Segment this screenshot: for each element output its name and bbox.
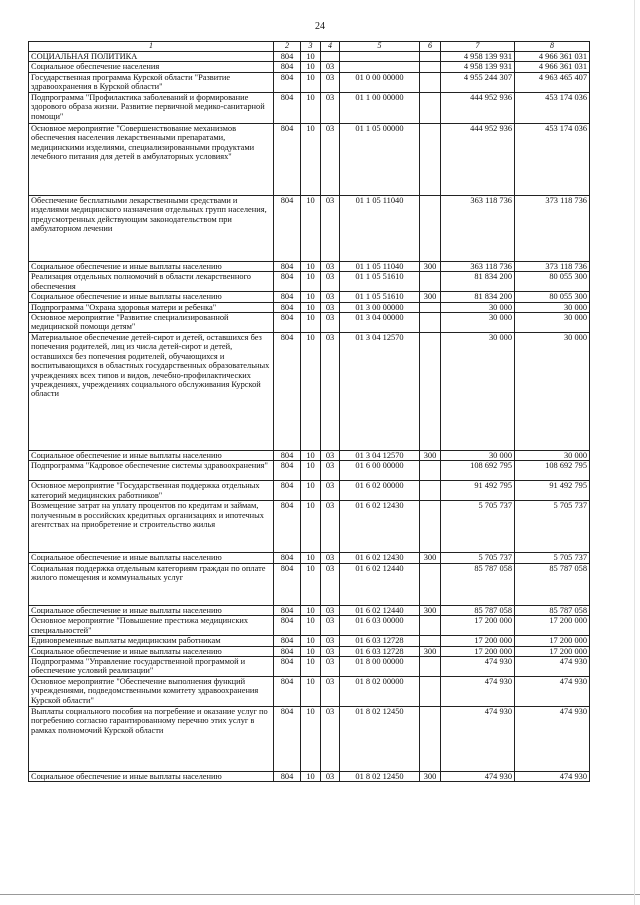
cell-csr: 01 6 02 12430 — [340, 553, 420, 563]
cell-rz: 10 — [301, 62, 321, 72]
cell-vr — [420, 123, 441, 195]
cell-adm: 804 — [274, 707, 301, 772]
cell-y1: 4 958 139 931 — [441, 51, 515, 61]
cell-pr: 03 — [321, 261, 340, 271]
cell-y1: 91 492 795 — [441, 481, 515, 501]
cell-pr: 03 — [321, 62, 340, 72]
table-row — [29, 553, 590, 563]
cell-name: Основное мероприятие "Развитие специализированной медицинской помощи детям" — [29, 312, 274, 332]
cell-vr — [420, 636, 441, 646]
cell-csr: 01 1 05 00000 — [340, 123, 420, 195]
cell-adm: 804 — [274, 605, 301, 615]
table-row — [29, 461, 590, 481]
cell-name: Социальная поддержка отдельным категориям граждан по оплате жилого помещения и коммунальных услуг — [29, 563, 274, 605]
cell-name: Возмещение затрат на уплату процентов по кредитам и займам, полученным в российских кредитных организациях и ипотечных агентствах на приобретение и строительство жилья — [29, 501, 274, 553]
cell-name: Социальное обеспечение и иные выплаты населению — [29, 646, 274, 656]
cell-y1: 474 930 — [441, 657, 515, 677]
cell-pr: 03 — [321, 677, 340, 707]
cell-rz: 10 — [301, 72, 321, 92]
cell-adm: 804 — [274, 92, 301, 123]
cell-y2: 30 000 — [515, 332, 590, 450]
cell-pr: 03 — [321, 563, 340, 605]
table-row — [29, 292, 590, 302]
cell-name: Социальное обеспечение населения — [29, 62, 274, 72]
table-row — [29, 272, 590, 292]
table-body — [29, 51, 590, 781]
header-cell: 3 — [301, 42, 321, 52]
cell-y2: 17 200 000 — [515, 646, 590, 656]
cell-y2: 453 174 036 — [515, 92, 590, 123]
cell-y2: 17 200 000 — [515, 636, 590, 646]
cell-adm: 804 — [274, 312, 301, 332]
cell-y1: 85 787 058 — [441, 563, 515, 605]
cell-name: СОЦИАЛЬНАЯ ПОЛИТИКА — [29, 51, 274, 61]
cell-y2: 474 930 — [515, 772, 590, 782]
cell-y2: 108 692 795 — [515, 461, 590, 481]
cell-rz: 10 — [301, 195, 321, 261]
cell-vr — [420, 461, 441, 481]
cell-pr: 03 — [321, 553, 340, 563]
cell-csr: 01 8 00 00000 — [340, 657, 420, 677]
cell-pr: 03 — [321, 92, 340, 123]
cell-y2: 5 705 737 — [515, 501, 590, 553]
cell-csr: 01 3 04 12570 — [340, 332, 420, 450]
cell-vr: 300 — [420, 292, 441, 302]
cell-rz: 10 — [301, 657, 321, 677]
cell-name: Реализация отдельных полномочий в области лекарственного обеспечения — [29, 272, 274, 292]
cell-adm: 804 — [274, 51, 301, 61]
cell-adm: 804 — [274, 553, 301, 563]
table-row — [29, 332, 590, 450]
cell-pr: 03 — [321, 461, 340, 481]
cell-rz: 10 — [301, 646, 321, 656]
cell-name: Социальное обеспечение и иные выплаты населению — [29, 292, 274, 302]
cell-csr: 01 8 02 12450 — [340, 707, 420, 772]
cell-pr: 03 — [321, 272, 340, 292]
cell-rz: 10 — [301, 332, 321, 450]
cell-y1: 81 834 200 — [441, 292, 515, 302]
cell-y2: 4 966 361 031 — [515, 62, 590, 72]
table-row — [29, 481, 590, 501]
cell-adm: 804 — [274, 657, 301, 677]
cell-y1: 5 705 737 — [441, 501, 515, 553]
cell-csr: 01 1 05 51610 — [340, 272, 420, 292]
cell-adm: 804 — [274, 772, 301, 782]
cell-adm: 804 — [274, 646, 301, 656]
cell-name: Обеспечение бесплатными лекарственными средствами и изделиями медицинского назначения отдельных групп населения, предусмотренных действующим законодательством при амбулаторном лечении — [29, 195, 274, 261]
cell-rz: 10 — [301, 450, 321, 460]
cell-vr — [420, 302, 441, 312]
cell-y2: 4 966 361 031 — [515, 51, 590, 61]
cell-pr: 03 — [321, 302, 340, 312]
cell-y2: 17 200 000 — [515, 616, 590, 636]
cell-name: Основное мероприятие "Повышение престижа медицинских специальностей" — [29, 616, 274, 636]
cell-vr — [420, 51, 441, 61]
cell-adm: 804 — [274, 501, 301, 553]
cell-y2: 85 787 058 — [515, 605, 590, 615]
table-row — [29, 707, 590, 772]
cell-name: Подпрограмма "Кадровое обеспечение системы здравоохранения" — [29, 461, 274, 481]
cell-pr: 03 — [321, 72, 340, 92]
cell-vr — [420, 501, 441, 553]
cell-csr: 01 6 02 12440 — [340, 605, 420, 615]
cell-pr: 03 — [321, 605, 340, 615]
cell-vr — [420, 332, 441, 450]
cell-pr: 03 — [321, 657, 340, 677]
cell-name: Подпрограмма "Профилактика заболеваний и формирование здорового образа жизни. Развитие первичной медико-санитарной помощи" — [29, 92, 274, 123]
cell-rz: 10 — [301, 707, 321, 772]
cell-name: Выплаты социального пособия на погребение и оказание услуг по погребению согласно гарантированному перечню этих услуг в рамках полномочий Курской области — [29, 707, 274, 772]
cell-name: Подпрограмма "Охрана здоровья матери и ребенка" — [29, 302, 274, 312]
cell-pr: 03 — [321, 772, 340, 782]
cell-rz: 10 — [301, 553, 321, 563]
cell-vr — [420, 481, 441, 501]
header-cell: 6 — [420, 42, 441, 52]
cell-y2: 5 705 737 — [515, 553, 590, 563]
cell-name: Подпрограмма "Управление государственной программой и обеспечение условий реализации" — [29, 657, 274, 677]
cell-adm: 804 — [274, 195, 301, 261]
cell-vr: 300 — [420, 450, 441, 460]
cell-y1: 363 118 736 — [441, 261, 515, 271]
cell-y2: 30 000 — [515, 302, 590, 312]
header-cell: 4 — [321, 42, 340, 52]
cell-adm: 804 — [274, 332, 301, 450]
cell-csr: 01 6 02 00000 — [340, 481, 420, 501]
cell-adm: 804 — [274, 62, 301, 72]
header-cell: 1 — [29, 42, 274, 52]
cell-rz: 10 — [301, 261, 321, 271]
cell-adm: 804 — [274, 481, 301, 501]
cell-y1: 30 000 — [441, 302, 515, 312]
cell-y2: 373 118 736 — [515, 195, 590, 261]
cell-rz: 10 — [301, 312, 321, 332]
table-row — [29, 501, 590, 553]
cell-name: Основное мероприятие "Государственная поддержка отдельных категорий медицинских работников" — [29, 481, 274, 501]
table-row — [29, 677, 590, 707]
cell-vr — [420, 657, 441, 677]
cell-csr: 01 1 00 00000 — [340, 92, 420, 123]
cell-pr: 03 — [321, 195, 340, 261]
cell-vr — [420, 677, 441, 707]
cell-y1: 17 200 000 — [441, 636, 515, 646]
cell-adm: 804 — [274, 636, 301, 646]
cell-name: Основное мероприятие "Обеспечение выполнения функций учреждениями, подведомственными комитету здравоохранения Курской области" — [29, 677, 274, 707]
budget-table — [28, 41, 590, 782]
cell-y1: 85 787 058 — [441, 605, 515, 615]
cell-pr: 03 — [321, 646, 340, 656]
cell-csr — [340, 62, 420, 72]
table-row — [29, 646, 590, 656]
cell-y1: 30 000 — [441, 312, 515, 332]
table-row — [29, 636, 590, 646]
cell-pr: 03 — [321, 616, 340, 636]
table-row — [29, 51, 590, 61]
cell-y1: 30 000 — [441, 450, 515, 460]
cell-y2: 30 000 — [515, 450, 590, 460]
cell-y2: 80 055 300 — [515, 292, 590, 302]
cell-y1: 108 692 795 — [441, 461, 515, 481]
table-row — [29, 123, 590, 195]
cell-csr: 01 8 02 00000 — [340, 677, 420, 707]
table-row — [29, 72, 590, 92]
header-cell: 8 — [515, 42, 590, 52]
cell-rz: 10 — [301, 605, 321, 615]
cell-pr: 03 — [321, 450, 340, 460]
table-row — [29, 772, 590, 782]
table-row — [29, 450, 590, 460]
cell-csr: 01 1 05 51610 — [340, 292, 420, 302]
cell-y1: 474 930 — [441, 707, 515, 772]
cell-rz: 10 — [301, 636, 321, 646]
cell-pr: 03 — [321, 501, 340, 553]
cell-y2: 373 118 736 — [515, 261, 590, 271]
cell-csr — [340, 51, 420, 61]
cell-vr — [420, 616, 441, 636]
cell-name: Социальное обеспечение и иные выплаты населению — [29, 450, 274, 460]
table-row — [29, 92, 590, 123]
cell-rz: 10 — [301, 677, 321, 707]
cell-pr: 03 — [321, 123, 340, 195]
cell-adm: 804 — [274, 272, 301, 292]
cell-csr: 01 3 00 00000 — [340, 302, 420, 312]
cell-pr — [321, 51, 340, 61]
cell-vr — [420, 92, 441, 123]
cell-rz: 10 — [301, 123, 321, 195]
cell-y1: 5 705 737 — [441, 553, 515, 563]
cell-adm: 804 — [274, 261, 301, 271]
cell-rz: 10 — [301, 461, 321, 481]
cell-y1: 474 930 — [441, 772, 515, 782]
cell-adm: 804 — [274, 72, 301, 92]
header-cell: 7 — [441, 42, 515, 52]
cell-adm: 804 — [274, 302, 301, 312]
page-number: 24 — [315, 21, 325, 32]
cell-rz: 10 — [301, 616, 321, 636]
cell-csr: 01 0 00 00000 — [340, 72, 420, 92]
table-row — [29, 563, 590, 605]
cell-rz: 10 — [301, 292, 321, 302]
header-cell: 2 — [274, 42, 301, 52]
cell-y2: 4 963 465 407 — [515, 72, 590, 92]
cell-y1: 81 834 200 — [441, 272, 515, 292]
cell-csr: 01 1 05 11040 — [340, 261, 420, 271]
cell-rz: 10 — [301, 563, 321, 605]
cell-adm: 804 — [274, 123, 301, 195]
table-row — [29, 62, 590, 72]
cell-vr — [420, 62, 441, 72]
cell-y1: 30 000 — [441, 332, 515, 450]
cell-csr: 01 6 02 12440 — [340, 563, 420, 605]
cell-rz: 10 — [301, 302, 321, 312]
cell-adm: 804 — [274, 616, 301, 636]
scan-edge — [634, 0, 635, 905]
cell-csr: 01 8 02 12450 — [340, 772, 420, 782]
table-row — [29, 616, 590, 636]
cell-name: Основное мероприятие "Совершенствование механизмов обеспечения населения лекарственными препаратами, медицинскими изделиями, специализированными продуктами лечебного питания для детей в амбулаторных условиях" — [29, 123, 274, 195]
cell-y1: 363 118 736 — [441, 195, 515, 261]
cell-pr: 03 — [321, 481, 340, 501]
cell-name: Социальное обеспечение и иные выплаты населению — [29, 261, 274, 271]
cell-rz: 10 — [301, 501, 321, 553]
cell-adm: 804 — [274, 450, 301, 460]
cell-name: Материальное обеспечение детей-сирот и детей, оставшихся без попечения родителей, лиц из числа детей-сирот и детей, оставшихся без попечения родителей, обучающихся и воспитывающихся в областных государственных образовательных учреждениях всех типов и видов, лечебно-профилактических учреждениях, учреждениях социального обслуживания Курской области — [29, 332, 274, 450]
table-row — [29, 302, 590, 312]
cell-y2: 474 930 — [515, 657, 590, 677]
header-row — [29, 42, 590, 52]
table-row — [29, 312, 590, 332]
cell-y1: 17 200 000 — [441, 616, 515, 636]
cell-rz: 10 — [301, 51, 321, 61]
bottom-rule — [0, 894, 640, 895]
cell-vr: 300 — [420, 605, 441, 615]
cell-y1: 4 958 139 931 — [441, 62, 515, 72]
table-row — [29, 657, 590, 677]
cell-name: Социальное обеспечение и иные выплаты населению — [29, 553, 274, 563]
cell-y2: 30 000 — [515, 312, 590, 332]
cell-csr: 01 3 04 00000 — [340, 312, 420, 332]
cell-y2: 85 787 058 — [515, 563, 590, 605]
table-row — [29, 261, 590, 271]
cell-y2: 474 930 — [515, 707, 590, 772]
cell-y1: 444 952 936 — [441, 123, 515, 195]
cell-y1: 17 200 000 — [441, 646, 515, 656]
table-row — [29, 195, 590, 261]
cell-pr: 03 — [321, 312, 340, 332]
cell-rz: 10 — [301, 772, 321, 782]
cell-y2: 91 492 795 — [515, 481, 590, 501]
cell-y2: 80 055 300 — [515, 272, 590, 292]
cell-y2: 453 174 036 — [515, 123, 590, 195]
cell-vr: 300 — [420, 553, 441, 563]
cell-pr: 03 — [321, 292, 340, 302]
cell-vr: 300 — [420, 772, 441, 782]
cell-pr: 03 — [321, 332, 340, 450]
cell-vr — [420, 707, 441, 772]
cell-adm: 804 — [274, 292, 301, 302]
header-cell: 5 — [340, 42, 420, 52]
cell-name: Единовременные выплаты медицинским работникам — [29, 636, 274, 646]
cell-y1: 444 952 936 — [441, 92, 515, 123]
cell-name: Государственная программа Курской области "Развитие здравоохранения в Курской области" — [29, 72, 274, 92]
cell-adm: 804 — [274, 563, 301, 605]
cell-vr — [420, 72, 441, 92]
cell-adm: 804 — [274, 461, 301, 481]
cell-y1: 4 955 244 307 — [441, 72, 515, 92]
cell-csr: 01 6 03 12728 — [340, 646, 420, 656]
cell-pr: 03 — [321, 707, 340, 772]
cell-vr — [420, 312, 441, 332]
cell-vr: 300 — [420, 261, 441, 271]
cell-rz: 10 — [301, 481, 321, 501]
cell-csr: 01 6 00 00000 — [340, 461, 420, 481]
cell-rz: 10 — [301, 92, 321, 123]
cell-csr: 01 6 03 12728 — [340, 636, 420, 646]
cell-name: Социальное обеспечение и иные выплаты населению — [29, 772, 274, 782]
cell-vr: 300 — [420, 646, 441, 656]
cell-csr: 01 6 03 00000 — [340, 616, 420, 636]
cell-csr: 01 3 04 12570 — [340, 450, 420, 460]
cell-vr — [420, 272, 441, 292]
cell-rz: 10 — [301, 272, 321, 292]
table-row — [29, 605, 590, 615]
cell-vr — [420, 195, 441, 261]
cell-y1: 474 930 — [441, 677, 515, 707]
cell-y2: 474 930 — [515, 677, 590, 707]
cell-adm: 804 — [274, 677, 301, 707]
cell-name: Социальное обеспечение и иные выплаты населению — [29, 605, 274, 615]
cell-pr: 03 — [321, 636, 340, 646]
cell-csr: 01 6 02 12430 — [340, 501, 420, 553]
cell-csr: 01 1 05 11040 — [340, 195, 420, 261]
cell-vr — [420, 563, 441, 605]
